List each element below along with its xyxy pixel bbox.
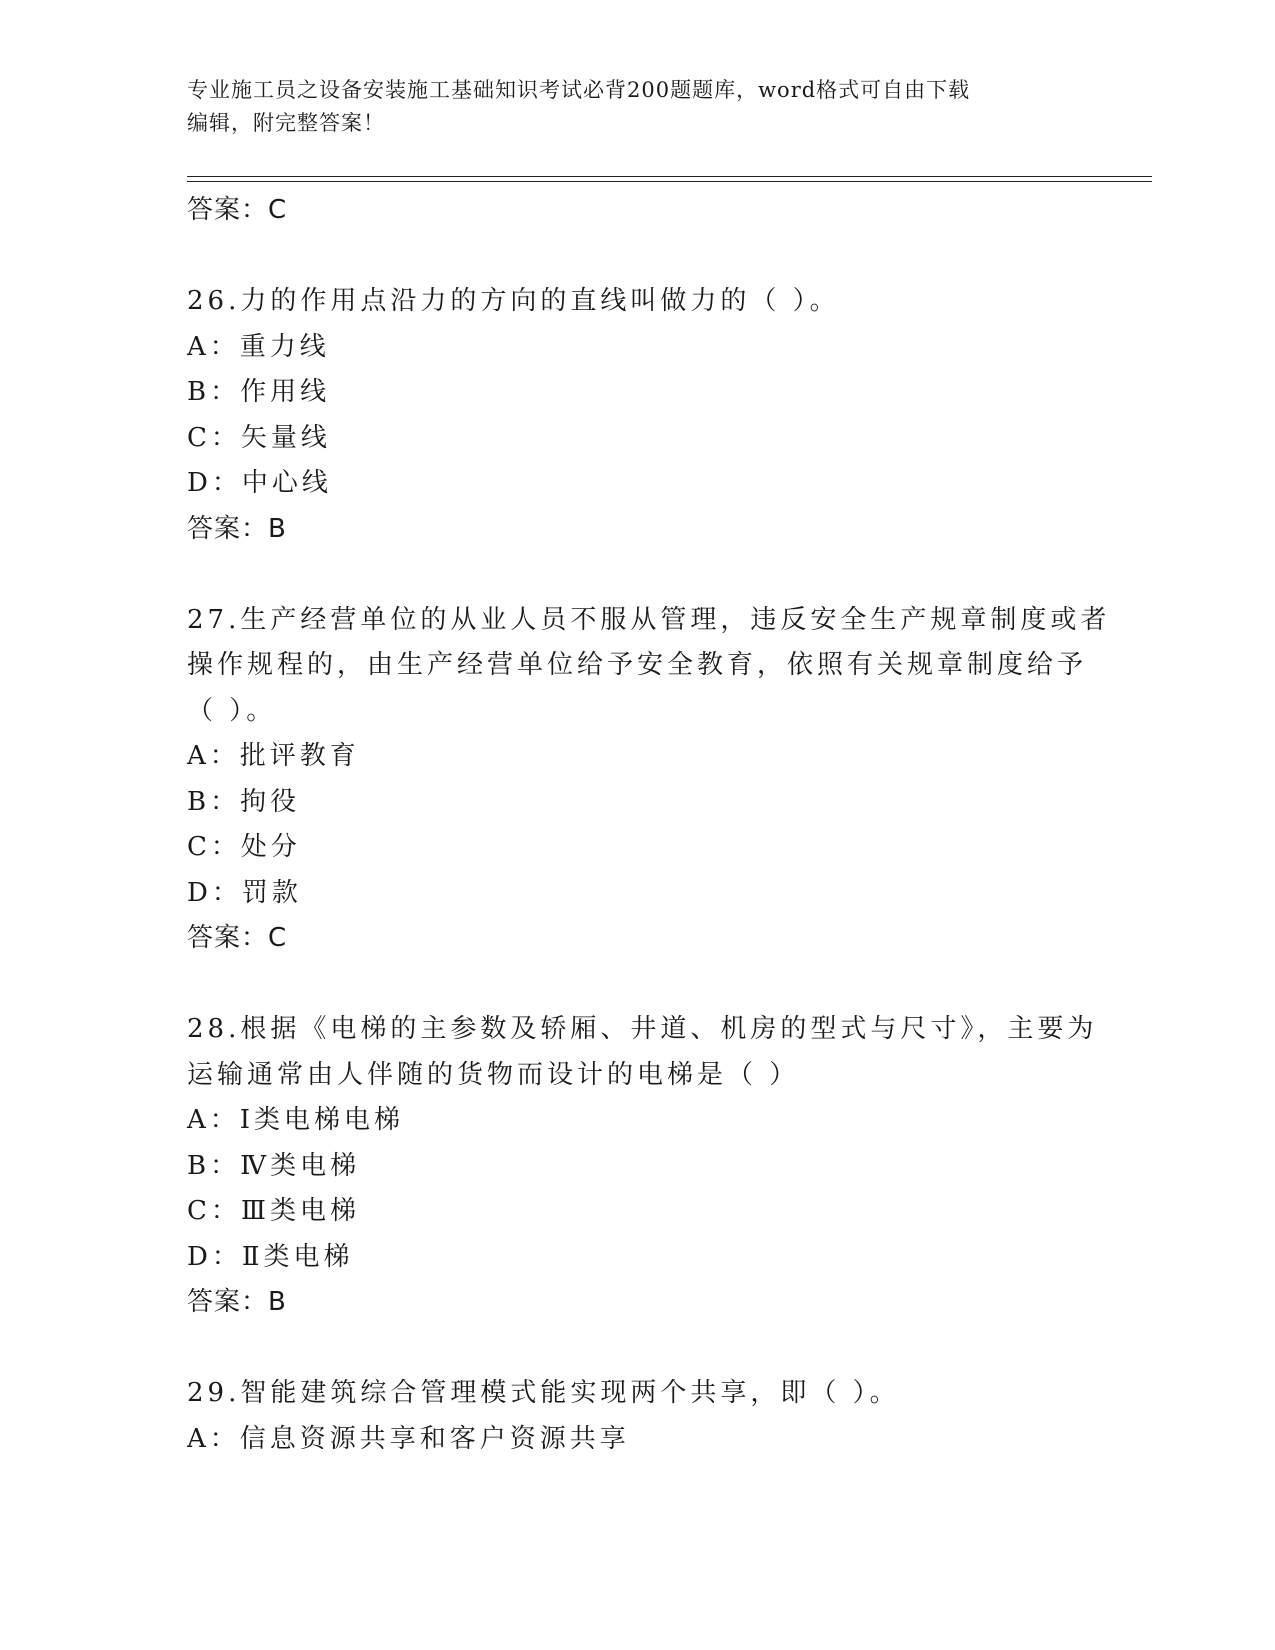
- answer: 答案：C: [187, 923, 288, 953]
- question-text: 27.生产经营单位的从业人员不服从管理，违反安全生产规章制度或者: [187, 604, 1111, 635]
- answer: 答案：B: [187, 513, 287, 544]
- question-text: 29.智能建筑综合管理模式能实现两个共享，即（ ）。: [187, 1378, 900, 1408]
- question-27: [187, 598, 1111, 962]
- header-line-2: 编辑，附完整答案！: [187, 111, 385, 135]
- option-d: D：罚款: [187, 877, 302, 908]
- option-a: A：信息资源共享和客户资源共享: [187, 1423, 630, 1454]
- option-b: B：作用线: [187, 377, 331, 407]
- question-text: 26.力的作用点沿力的方向的直线叫做力的（ ）。: [187, 286, 840, 316]
- option-b: B：Ⅳ类电梯: [187, 1150, 361, 1181]
- option-c: C：Ⅲ类电梯: [187, 1196, 360, 1226]
- question-28: [187, 1007, 1098, 1326]
- previous-answer: 答案：C: [187, 195, 288, 225]
- question-text: 运输通常由人伴随的货物而设计的电梯是（ ）: [187, 1059, 800, 1090]
- question-list: [187, 188, 1111, 1462]
- option-a: A：Ⅰ类电梯电梯: [187, 1105, 405, 1135]
- page-header: [187, 74, 1067, 140]
- answer: 答案：B: [187, 1287, 287, 1317]
- option-a: A：重力线: [187, 331, 330, 362]
- question-text: （ ）。: [187, 695, 277, 726]
- option-d: D：Ⅱ类电梯: [187, 1241, 354, 1272]
- header-line-1: 专业施工员之设备安装施工基础知识考试必背200题题库，word格式可自由下载: [187, 78, 971, 102]
- question-text: 28.根据《电梯的主参数及轿厢、井道、机房的型式与尺寸》，主要为: [187, 1014, 1098, 1044]
- option-c: C：处分: [187, 832, 301, 862]
- option-c: C：矢量线: [187, 422, 331, 453]
- question-26: [187, 279, 1087, 552]
- option-d: D：中心线: [187, 468, 332, 498]
- header-rule-bottom: [187, 181, 1152, 182]
- header-rule-top: [187, 176, 1152, 177]
- option-a: A：批评教育: [187, 741, 360, 771]
- question-text: 操作规程的，由生产经营单位给予安全教育，依照有关规章制度给予: [187, 650, 1088, 680]
- question-29: [187, 1371, 1087, 1462]
- option-b: B：拘役: [187, 786, 301, 817]
